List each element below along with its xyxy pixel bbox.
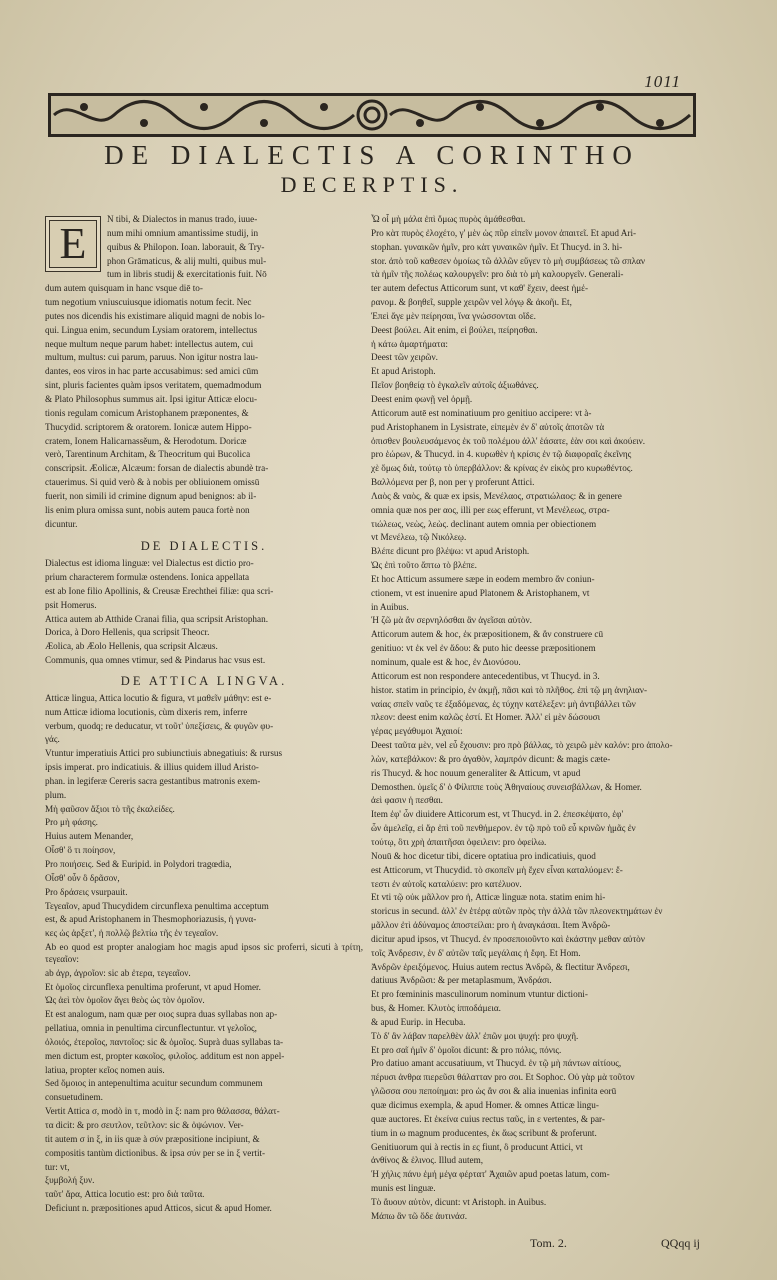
text-line: Vertit Attica σ, modò in τ, modò in ξ: nam pro θάλασσα, θάλατ- <box>45 1106 280 1117</box>
text-line: ris Thucyd. & hoc nouum generaliter & Atticum, vt apud <box>371 767 581 778</box>
text-line: tionis regulam comicum Aristophanem præponentes, & <box>45 407 249 418</box>
text-line: Πεῖον βοηθείᾳ τὸ ἐγκαλεῖν αὐτοῖς ἀξιωθάνες. <box>371 380 539 391</box>
text-line: stor. ἀπὸ τοῦ καθεσεν ὁμοίως τῶ ἀλλῶν εὔγεν τὸ μὴ συμβάσεως τῶ σπλαν <box>371 255 646 266</box>
text-line: ab ἀγρ, ἀγροῖον: sic ab ἐτερα, τεγεαῖον. <box>45 967 191 978</box>
text-line: ctionem, vt est inuenire apud Platonem & Aristophanem, vt <box>371 587 590 598</box>
text-line: Deficiunt n. præpositiones apud Atticos, sicut & apud Homer. <box>45 1203 272 1214</box>
text-line: Ἐπεὶ ἄγε μὲν πείρησαι, ἵνα γνώσσονται οἵδε. <box>371 310 536 321</box>
text-line: Item ἐφ' ὧν diuidere Atticorum est, vt Thucyd. in 2. ἐπεσκέψατο, ἐφ' <box>371 809 624 820</box>
text-line: consuetudinem. <box>45 1092 103 1103</box>
text-line: num Atticæ idioma locutionis, cùm dixeris rem, inferre <box>45 706 248 717</box>
text-line: Genitiuorum qui à rectis in ες fiunt, ὃ producunt Attici, vt <box>371 1141 583 1152</box>
text-line: Τὸ ἄυουν αὐτὸν, dicunt: vt Aristoph. in Auibus. <box>371 1196 547 1207</box>
text-line: phon Grāmaticus, & alij multi, quibus mul- <box>107 255 267 266</box>
text-line: fuerit, non simili id crimine dignum apud benignos: ab il- <box>45 490 257 501</box>
text-line: Communis, qua omnes vtimur, sed & Pindarus hac vsus est. <box>45 655 266 666</box>
text-line: psit Homerus. <box>45 599 97 610</box>
text-line: pro ἑώρων, & Thucyd. in 4. κυρωθὲν ἡ κρίσις ἐν τῷ διαφοραῖς ἐκεῖνης <box>371 449 632 460</box>
text-line: Vtuntur imperatiuis Attici pro subiunctiuis abnegatiuis: & rursus <box>45 748 283 759</box>
text-line: τα dicit: & pro σευτλον, τεῦτλον: sic & ὀψώνιον. Ver- <box>45 1120 244 1130</box>
text-line: in Auibus. <box>371 601 409 612</box>
text-line: Deest τῶν χειρῶν. <box>371 352 438 363</box>
text-line: ἀεὶ φασιν ἡ πεσθαι. <box>371 795 443 806</box>
text-line: Ἡ χήλις πάνυ ἐμή μέγα φέρτατ' Ἀχαιῶν apud poetas latum, com- <box>371 1169 610 1180</box>
text-line: tium in ω magnum producentes, ἐκ ἅως scribunt & proferunt. <box>371 1127 597 1138</box>
text-line: prium characterem formulæ ostendens. Ionica appellata <box>45 572 250 583</box>
text-line: num mihi omnium amantissime studij, in <box>107 227 259 238</box>
text-line: lis enim plura omissa sunt, nobis autem pauca fortè non <box>45 504 250 515</box>
text-line: neque multum neque parum habet: intellectus autem, cui <box>45 338 254 349</box>
text-line: τούτῳ, ὃτι χρὴ ἀπαιτῆσαι ὀφειλειν: pro ὀφείλω. <box>371 836 547 847</box>
text-line: pellatiua, omnia in penultima circunflectuntur. vt γελοῖος, <box>45 1023 257 1034</box>
section-attica-text <box>45 693 363 1215</box>
text-line: est ab Ione filio Apollinis, & Creusæ Erechthei filiæ: qua scri- <box>45 585 274 596</box>
decorated-initial: E <box>45 216 101 272</box>
section-heading-dialectis: DE DIALECTIS. <box>140 539 268 554</box>
text-line: Λαὸς & ναὸς, & quæ ex ipsis, Μενέλαος, στρατιώλαος: & in genere <box>371 490 622 501</box>
text-line: multum, multus: cui parum, paruus. Non igitur nostra lau- <box>45 352 259 363</box>
text-line: & Plato Philosophus summus ait. Ipsi igitur Atticæ elocu- <box>45 393 258 404</box>
text-line: N tibi, & Dialectos in manus trado, iuue- <box>107 214 258 224</box>
text-line: ἀνθίνος & ἑλινος. Illud autem, <box>371 1155 484 1166</box>
text-line: Τεγεαῖον, apud Thucydidem circunflexa penultima acceptum <box>45 900 269 911</box>
text-line: κες ὡς ἀρξετ', ἡ πολλῷ βελτίω τῆς ἐν τεγεαῖον. <box>45 928 219 939</box>
text-line: Deest ταῦτα μὲν, vel εὖ ἔχουσιν: pro πρὸ βάλλας, τὸ χειρῶ μὲν καλόν: pro ἀπολο- <box>371 740 673 751</box>
text-line: Pro κὰτ πυρὸς ἐλοχέτο, γ' μὲν ὡς πῦρ εἰπεῖν μονον ἀπαιτεῖ. Et apud Ari- <box>371 227 637 238</box>
text-line: & apud Eurip. in Hecuba. <box>371 1016 466 1027</box>
text-line: ρανομ. & βοηθεῖ, supple χειρῶν vel λόγῳ & ἀκοῆι. Et, <box>371 297 572 308</box>
text-line: nominum, quale est & hoc, ἐν Διονύσου. <box>371 657 521 667</box>
text-line: Ὡς ἀεὶ τὸν ὁμοῖον ἄγει θεὸς ὡς τὸν ὁμοῖον. <box>45 995 205 1006</box>
text-line: conscripsit. Æolicæ, Alcæum: forsan de dialectis abundè tra- <box>45 463 269 474</box>
text-line: tum in libris studij & exercitationis fuit. Nō <box>107 269 267 280</box>
left-column <box>45 214 363 1217</box>
text-line: ἡ κάτω ἁμαρτήματα: <box>371 338 448 349</box>
text-line: Thucydid. scriptorem & oratorem. Ionicæ autem Hippo- <box>45 421 252 432</box>
page-footer <box>400 1236 700 1256</box>
text-line: χὲ ὅμως διὰ, τούτῳ τὸ ὑπερβάλλον: & κρίνας ἐν εἰκὸς pro κυρωθέντος. <box>371 463 633 474</box>
text-line: γλῶσσα σου πεποίημαι: pro ὡς ἂν σοι & alia inuenias infinita eorū <box>371 1086 617 1097</box>
text-line: sint, pluris facientes quàm ipsos veritatem, quemadmodum <box>45 380 262 391</box>
text-line: quæ auctores. Et ἐκείνα cuius rectus ταῦς, in ε vertentes, & par- <box>371 1113 605 1124</box>
text-line: ὀλοιός, ἐτεροῖος, παντοῖος: sic & ὁμοῖος. Suprà duas syllabas ta- <box>45 1036 284 1047</box>
text-line: Atticorum autē est nominatiuum pro genitiuo accipere: vt à- <box>371 407 592 418</box>
text-line: Attica autem ab Atthide Cranai filia, qua scripsit Aristophan. <box>45 613 268 624</box>
section-heading-attica: DE ATTICA LINGVA. <box>120 674 288 688</box>
text-line: Nouū & hoc dicetur tibi, dicere optatiua pro indicatiuis, quod <box>371 850 596 861</box>
text-line: est Atticorum, vt Thucydid. τὸ σκοπεῖν μὴ ἔχεν εἶναι καταλύομεν: ἔ- <box>371 864 623 875</box>
text-line: Atticorum est non respondere antecedentibus, vt Thucyd. in 3. <box>371 670 600 681</box>
text-line: ὀπισθεν βουλευσάμενος ἐκ τοῦ πολέμου ἀλλ' ἑάσατε, ἐὰν σοι καὶ ἀκούειν. <box>371 435 646 446</box>
text-line: dicuntur. <box>45 518 78 529</box>
text-line: Dorica, à Doro Hellenis, qua scripsit Theocr. <box>45 627 210 638</box>
section-dialectis-text <box>45 558 363 667</box>
text-line: putes nos dicendis his existimare aliquid magni de nobis lo- <box>45 310 265 321</box>
text-line: τὰ ἡμῖν τῆς πολέως καλουργεῖν: pro διὰ τὸ μὴ καλουργεῖν. Generali- <box>371 269 624 280</box>
text-line: Ab eo quod est propter analogiam hoc magis apud ipsos sic proferri, sicuti à τρίτη, τεγεαῖον: <box>45 942 363 964</box>
text-line: Atticæ lingua, Attica locutio & figura, vt μαθεῖν μάθην: est e- <box>45 692 272 703</box>
page-subtitle: DECERPTIS. <box>280 172 464 197</box>
text-line: Huius autem Menander, <box>45 831 134 842</box>
text-line: ναίας σπεῖν ναῦς τε ἐξαδόμενας, ἐς τύχην κατέλεξεν: μὴ ἀντιβάλλει τῶν <box>371 698 636 709</box>
text-line: datiuus Ἀνδρῶσι: & per metaplasmum, Ἀνδράσι. <box>371 975 552 986</box>
text-line: τεστι ἐν αὐτοῖς καταλύειν: pro κατέλυον. <box>371 878 522 889</box>
text-line: stophan. γυναικῶν ἡμῖν, pro κὰτ γυναικῶν ἡμῖν. Et Thucyd. in 3. hi- <box>371 241 623 252</box>
text-line: γάς. <box>45 734 60 745</box>
text-line: πέρυσι ἀνθρα πιερεῦσι θάλατταν pro σοι. Et Sophoc. Οὐ γὰρ μὰ τοῦτον <box>371 1072 635 1083</box>
text-line: storicus in secund. ἀλλ' ἐν ἑτέρᾳ αὐτῶν πρὸς τὴν ἀλλὰ τῶν πλεονεκτημάτων ἐν <box>371 906 663 917</box>
volume-label: Tom. 2. <box>530 1236 567 1250</box>
text-line: ξυμβολή ξυν. <box>45 1175 95 1186</box>
text-line: Deest βούλει. Ait enim, εἰ βούλει, πείρησθαι. <box>371 324 538 335</box>
text-line: Τὸ δ' ἂν λάβαν παρελθὲν ἀλλ' ἐπῶν μοι ψυχή: pro ψυχῆ. <box>371 1030 579 1041</box>
text-line: bus, & Homer. Κλυτὸς ἱπποδάμεια. <box>371 1003 501 1014</box>
text-line: cratem, Ionem Halicarnassěum, & Herodotum. Doricæ <box>45 435 247 446</box>
text-line: quibus & Philopon. Ioan. laborauit, & Try- <box>107 241 265 252</box>
text-line: τιώλεως, νεὼς, λεὼς. declinant autem omnia per obiectionem <box>371 518 597 529</box>
text-line: Et hoc Atticum assumere sæpe in eodem membro ἄν coniun- <box>371 573 595 584</box>
text-line: ctauerimus. Si quid verò & à nobis per obliuionem omissū <box>45 477 260 488</box>
text-line: Sed ὅμοιος in antepenultima acuitur secundum communem <box>45 1078 263 1089</box>
text-line: omnia quæ nos per αος, illi per εως efferunt, vt Μενέλεως, στρα- <box>371 504 610 515</box>
text-line: Deest enim φωνῇ vel ὁρμῇ. <box>371 393 473 404</box>
text-line: pud Aristophanem in Lysistrate, εἰπεμὲν ἐν δ' αὐτοῖς ἀποτῶν τὰ <box>371 421 605 432</box>
text-line: πλεον: deest enim καλῶς ἐστί. Et Homer. Ἀλλ' εἰ μὲν δώσουσι <box>371 712 601 723</box>
page-number: 1011 <box>644 72 681 91</box>
text-line: ὧν ἀμελεῖᾳ, εἰ ἄρ ἐπὶ τοῦ πενθήμερον. ἐν τῷ πρὸ τοῦ εὖ κρινῶν ἡμᾶς ἐν <box>371 823 636 834</box>
text-line: Βαλλόμενα per β, non per γ proferunt Attici. <box>371 477 535 488</box>
text-line: τοῖς Ἀνδρεσιν, ἐν δ' αὐτῶν ταῖς μεγάλαις ἡ ἔφη. Et Hom. <box>371 947 581 958</box>
text-line: Ὡς ἐπὶ τοῦτο ἄπτω τὸ βλέπε. <box>371 560 477 571</box>
text-line: ipsis imperat. pro indicatiuis. & illius quidem illud Aristo- <box>45 762 259 773</box>
text-line: Et apud Aristoph. <box>371 366 436 377</box>
decorative-headpiece-ornament <box>48 93 696 137</box>
text-line: quæ dicimus exempla, & apud Homer. & omnes Atticæ lingu- <box>371 1100 599 1110</box>
text-line: Æolica, ab Æolo Hellenis, qua scripsit Alcæus. <box>45 641 218 652</box>
text-line: Οἶσθ' οὖν ὃ δρᾶσον, <box>45 872 120 883</box>
text-line: phan. in legiferæ Cereris sacra gestantibus matronis exem- <box>45 775 261 786</box>
text-line: Pro datiuo amant accusatiuum, vt Thucyd. ἐν τῷ μὴ πάντων αἰτίους, <box>371 1058 622 1069</box>
text-line: verbum, quodq; re deducatur, vt τοῦτ' ὑπεξίσεις, & φυγῶν φυ- <box>45 720 274 731</box>
text-line: dicitur apud ipsos, vt Thucyd. ἐν προσεποιοῦντο καὶ ἑκάστην μεθαν αὐτὸν <box>371 933 645 944</box>
text-line: Et ὁμοῖος circunflexa penultima proferunt, vt apud Homer. <box>45 981 261 992</box>
text-line: ter autem defectus Atticorum sunt, vt καθ' ἔχειν, deest ἡμέ- <box>371 283 589 294</box>
text-line: Ἡ ζῶ μὰ ἂν σερνηλόσθαι ἂν ἀγεῖσαι αὐτὸν. <box>371 615 532 626</box>
text-line: λὼν, κατεβάλκον: & pro ἀγαθὸν, λαμπρόν dicunt: & magis cæte- <box>371 753 611 764</box>
text-line: Et pro fœmininis masculinorum nominum vtuntur dictioni- <box>371 989 588 1000</box>
intro-block <box>45 214 363 532</box>
text-line: histor. statim in principio, ἐν ἀκμῇ, πᾶσι καὶ τὸ πλῆθος. ἐπὶ τῷ μη ἀνηλιαν- <box>371 684 648 695</box>
text-line: munis est linguæ. <box>371 1183 436 1194</box>
text-line: plum. <box>45 789 67 800</box>
text-line: Demosthen. ὑμεῖς δ' ὁ Φίλιππε τοὺς Ἀθηναίους συνεισβάλλων, & Homer. <box>371 781 642 792</box>
text-line: γέρας μεγάθυμοι Ἀχαιοί: <box>371 726 463 737</box>
text-line: Pro ποιήσεις. Sed & Euripid. in Polydori tragœdia, <box>45 858 232 869</box>
text-line: Atticorum autem & hoc, ἐκ præpositionem, & ἄν construere cū <box>371 629 604 640</box>
text-line: vt Μενέλεω, τῷ Νικόλεῳ. <box>371 532 467 543</box>
text-line: dantes, eos viros in hac parte accusabimus: sed amici cūm <box>45 366 259 377</box>
text-line: ταῦτ' ἄρα, Attica locutio est: pro διὰ ταῦτα. <box>45 1189 205 1200</box>
text-line: Βλέπε dicunt pro βλέψω: vt apud Aristoph. <box>371 546 530 557</box>
text-line: Ἀνδρῶν ἐρειξόμενος. Huius autem rectus Ἀνδρῶ, & flectitur Ἀνδρεσι, <box>371 961 630 972</box>
text-line: Ὦ οἷ μὴ μάλα ἐπὶ ὅμως πυρὸς ἀμάθεσθαι. <box>371 214 526 224</box>
text-line: tur: vt, <box>45 1161 70 1172</box>
text-line: Pro δράσεις vsurpauit. <box>45 886 128 897</box>
text-line: qui. Lingua enim, secundum Lysiam oratorem, intellectus <box>45 324 258 335</box>
text-line: genitiuo: vt ἐκ vel ἐν ἄδου: & puto hic deesse præpositionem <box>371 643 596 654</box>
text-line: Μάπω ἂν τῶ ὅδε ἀυτινάσ. <box>371 1210 468 1221</box>
text-line: dum autem quisquam in hanc vsque diē to- <box>45 283 203 294</box>
text-line: men dictum est, propter κακοῖος, φιλοῖος. additum est non appel- <box>45 1050 285 1061</box>
text-line: est, & apud Aristophanem in Thesmophoriazusis, ἡ γυνα- <box>45 914 257 925</box>
right-column <box>371 214 701 1225</box>
text-line: tum negotium vniuscuiusque idiomatis notum fecit. Nec <box>45 297 252 308</box>
text-line: tit autem σ in ξ, in iis quæ à σύν præpositione incipiunt, & <box>45 1133 260 1144</box>
text-line: Οἶσθ' ὃ τι ποίησον, <box>45 845 116 856</box>
text-line: verò, Tarentinum Architam, & Theocritum qui Bucolica <box>45 449 251 460</box>
text-line: latiua, propter κεῖος nomen auis. <box>45 1064 165 1075</box>
text-line: Pro μὴ φάσης. <box>45 817 98 828</box>
text-line: Μὴ φαῦσον ἄξιοι τὸ τῆς ἐκαλείδες. <box>45 803 175 814</box>
signature-mark: QQqq ij <box>661 1236 700 1250</box>
text-line: Et vti τῷ οὐκ μᾶλλον pro ἡ, Atticæ linguæ nota. statim enim hi- <box>371 892 606 903</box>
text-line: compositis tantùm dictionibus. & ipsa σύν per se in ξ vertit- <box>45 1147 266 1158</box>
text-line: Dialectus est idioma linguæ: vel Dialectus est dictio pro- <box>45 558 254 569</box>
text-line: Et pro σαῖ ἡμῖν δ' ὁμοῖοι dicunt: & pro πόλις, πόνις. <box>371 1044 562 1055</box>
text-line: μᾶλλον ἐτὶ ἀδύναμος ἀποστείλαι: pro ἡ ἀναγκάσαι. Item Ἀνδρῶ- <box>371 920 611 931</box>
page-title: DE DIALECTIS A CORINTHO <box>104 140 640 170</box>
text-line: Et est analogum, nam quæ per οιος supra duas syllabas non ap- <box>45 1009 278 1020</box>
